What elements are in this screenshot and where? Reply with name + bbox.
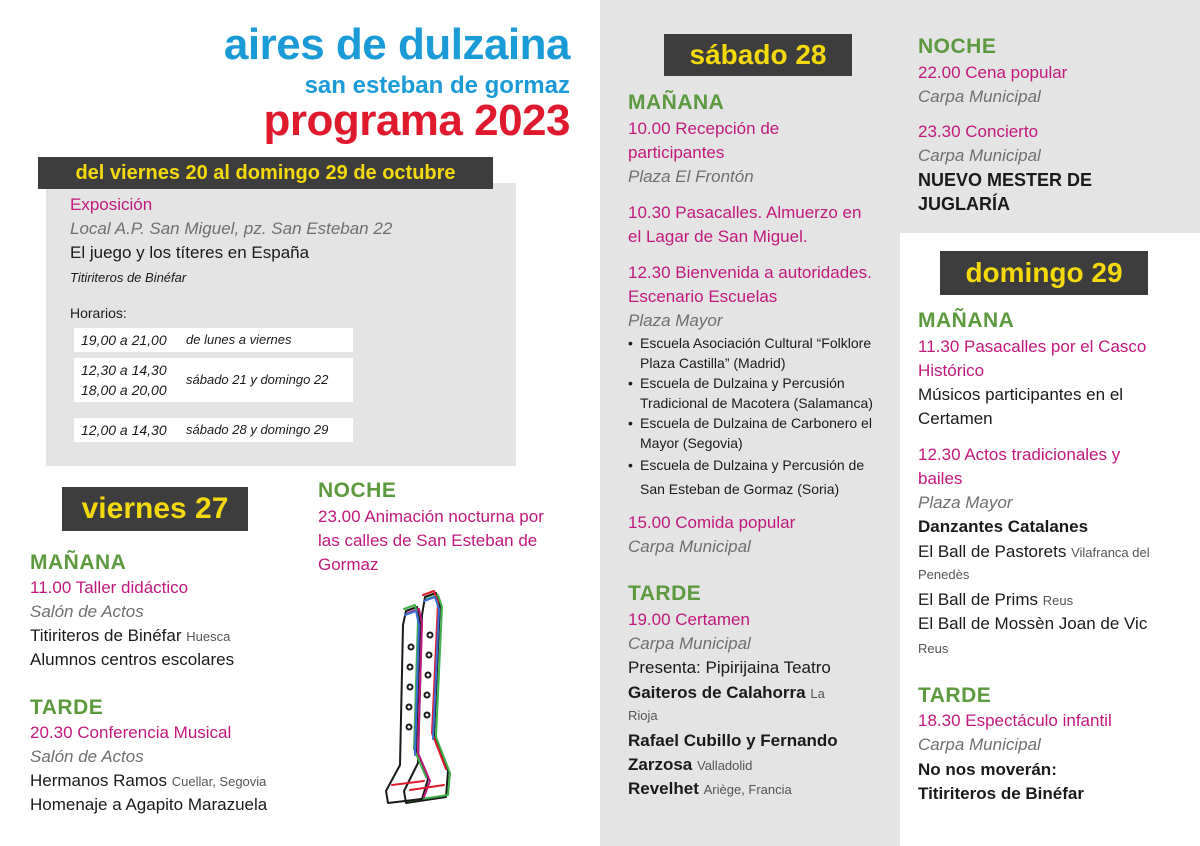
schedule-days: sábado 21 y domingo 22 [186,372,329,387]
domingo-manana-heading: MAÑANA [918,309,1015,332]
domingo-performer [918,588,1073,613]
performer-name: El Ball de Prims [918,590,1038,609]
viernes-event-place: Salón de Actos [30,602,144,621]
performer-location: Vilafranca del [1071,545,1150,560]
sabado-performer [628,753,752,778]
sabado-event-title: Escenario Escuelas [628,287,778,306]
school-line: Plaza Castilla” (Madrid) [640,355,786,371]
sabado-manana-heading: MAÑANA [628,91,725,114]
performer-location: Valladolid [696,758,753,773]
performer-location: Huesca [186,629,231,644]
school-line: Mayor (Segovia) [640,435,743,451]
exhibition-label: Exposición [70,195,153,214]
horarios-label: Horarios: [70,305,127,321]
schedule-time: 12,00 a 14,30 [81,422,167,438]
performer-name: El Ball de Pastorets [918,542,1067,561]
sabado-badge: sábado 28 [664,34,852,76]
sabado-event-title: el Lagar de San Miguel. [628,227,808,246]
domingo-event-place: Carpa Municipal [918,735,1041,754]
schedule-days: sábado 28 y domingo 29 [186,422,329,437]
domingo-tarde-heading: TARDE [918,684,992,707]
sabado-performer [628,777,792,802]
sabado-presenter: Presenta: Pipirijaina Teatro [628,658,831,677]
viernes-badge: viernes 27 [62,487,248,531]
exhibition-dates-banner: del viernes 20 al domingo 29 de octubre [38,157,493,189]
schedule-days: de lunes a viernes [186,332,292,347]
domingo-performer: Músicos participantes en el [918,385,1124,404]
performer-location: Cuellar, Segovia [171,774,267,789]
list-item [626,373,896,413]
sabado-performer: Rafael Cubillo y Fernando [628,731,838,750]
sabado-event-place: Carpa Municipal [628,537,751,556]
schools-list [626,333,896,501]
school-line: Tradicional de Macotera (Salamanca) [640,395,873,411]
schedule-time: 18,00 a 20,00 [81,382,167,398]
domingo-performer: Titiriteros de Binéfar [918,784,1084,803]
domingo-performer: Danzantes Catalanes [918,517,1089,536]
domingo-performer: No nos moverán: [918,760,1057,779]
list-item [626,453,896,501]
performer-name: Revelhet [628,779,699,798]
festival-title: aires de dulzaina [223,20,570,69]
sabado-event-title: participantes [628,143,725,162]
sabado-performer: NUEVO MESTER DE [918,170,1093,190]
viernes-event-title: 23.00 Animación nocturna por [318,507,544,526]
performer-name: Hermanos Ramos [30,771,167,790]
school-line: Escuela de Dulzaina y Percusión [640,375,845,391]
viernes-event-place: Salón de Actos [30,747,144,766]
exhibition-author: Titiriteros de Binéfar [70,270,187,285]
sabado-event-title: 15.00 Comida popular [628,513,796,532]
sabado-performer [628,681,825,706]
sabado-event-place: Carpa Municipal [918,87,1041,106]
sabado-performer: JUGLARÍA [918,194,1011,214]
sabado-event-title: 22.00 Cena popular [918,63,1068,82]
performer-location: Reus [918,641,949,656]
viernes-performer [30,624,230,649]
sabado-event-title: 23.30 Concierto [918,122,1039,141]
viernes-performer [30,769,266,794]
sabado-tarde-heading: TARDE [628,582,702,605]
domingo-performer: Certamen [918,409,993,428]
sabado-noche-heading: NOCHE [918,35,997,58]
domingo-badge: domingo 29 [940,251,1148,295]
sabado-event-title: 10.30 Pasacalles. Almuerzo en [628,203,862,222]
schedule-time: 19,00 a 21,00 [81,332,167,348]
viernes-event-title: 11.00 Taller didáctico [30,578,189,597]
domingo-event-title: 11.30 Pasacalles por el Casco [918,337,1147,356]
viernes-manana-heading: MAÑANA [30,551,127,574]
domingo-performer [918,540,1150,565]
exhibition-name: El juego y los títeres en España [70,243,310,262]
sabado-event-place: Carpa Municipal [628,634,751,653]
school-line: Escuela de Dulzaina de Carbonero el [640,415,872,431]
performer-name: Zarzosa [628,755,693,774]
domingo-event-title: 18.30 Espectáculo infantil [918,711,1112,730]
viernes-noche-heading: NOCHE [318,479,397,502]
festival-location: san esteban de gormaz [304,72,570,99]
dulzaina-drawing [370,585,470,815]
sabado-event-title: 10.00 Recepción de [628,119,780,138]
performer-location: Reus [1042,593,1074,608]
viernes-performer: Alumnos centros escolares [30,650,235,669]
sabado-event-title: 12.30 Bienvenida a autoridades. [628,263,872,282]
sabado-event-title: 19.00 Certamen [628,610,750,629]
viernes-event-title: las calles de San Esteban de [318,531,538,550]
performer-name: Gaiteros de Calahorra [628,683,806,702]
list-item [626,413,896,453]
domingo-event-title: 12.30 Actos tradicionales y [918,445,1121,464]
schedule-row [74,328,353,352]
viernes-tarde-heading: TARDE [30,696,104,719]
performer-location: Rioja [628,708,658,723]
school-line: San Esteban de Gormaz (Soria) [640,481,840,497]
schedule-row [74,418,353,442]
school-line: Escuela Asociación Cultural “Folklore [640,335,872,351]
program-title: programa 2023 [263,96,570,145]
school-line: Escuela de Dulzaina y Percusión de [640,457,865,473]
performer-location: La [810,686,825,701]
viernes-event-title: Gormaz [318,555,379,574]
list-item [626,333,896,373]
domingo-event-title: bailes [918,469,963,488]
domingo-event-place: Plaza Mayor [918,493,1013,512]
performer-location: Penedès [918,567,970,582]
sabado-event-place: Plaza El Frontón [628,167,754,186]
schedule-time: 12,30 a 14,30 [81,362,167,378]
domingo-performer: El Ball de Mossèn Joan de Vic [918,614,1148,633]
viernes-event-title: 20.30 Conferencia Musical [30,723,232,742]
viernes-performer: Homenaje a Agapito Marazuela [30,795,268,814]
exhibition-place: Local A.P. San Miguel, pz. San Esteban 22 [70,219,393,238]
schedule-row [74,358,353,402]
sabado-event-place: Carpa Municipal [918,146,1041,165]
sabado-event-place: Plaza Mayor [628,311,723,330]
performer-name: Titiriteros de Binéfar [30,626,182,645]
domingo-event-title: Histórico [918,361,985,380]
performer-location: Ariège, Francia [703,782,792,797]
